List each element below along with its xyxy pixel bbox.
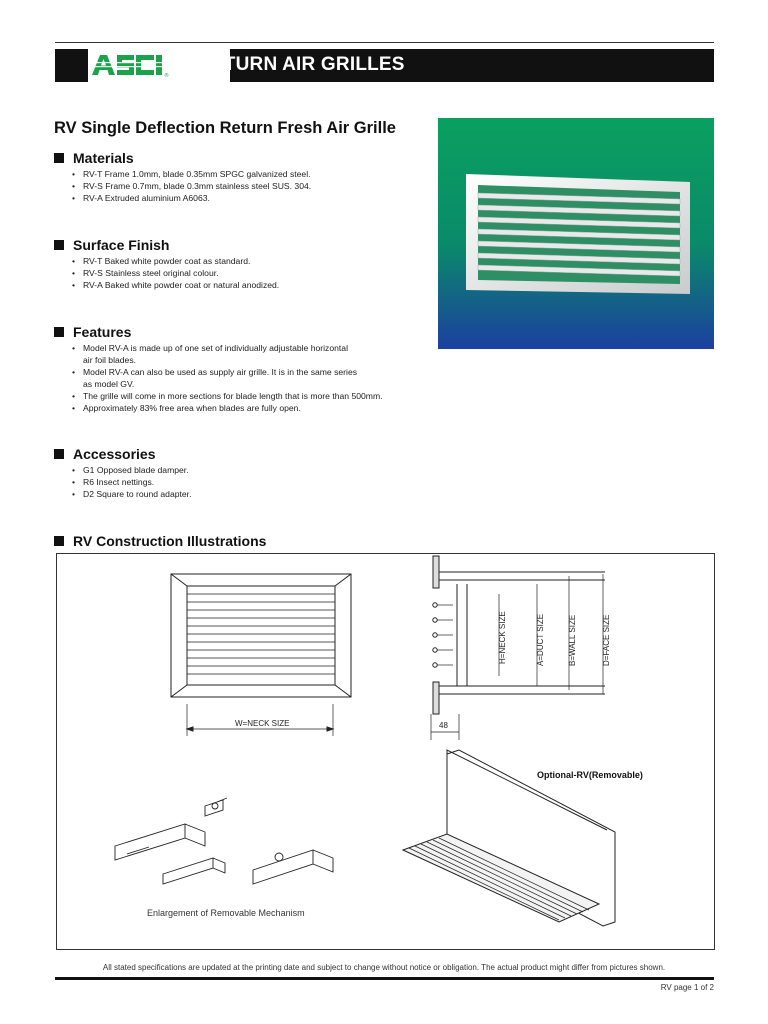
- accessories-heading: Accessories: [73, 446, 156, 462]
- list-item: • Approximately 83% free area when blades are fully open.: [72, 403, 383, 415]
- bullet-square-icon: [54, 327, 64, 337]
- bullet-square-icon: [54, 536, 64, 546]
- product-photo: [438, 118, 714, 349]
- surface-finish-list: [72, 256, 279, 292]
- bullet-square-icon: [54, 240, 64, 250]
- list-item: • RV-S Stainless steel original colour.: [72, 268, 279, 280]
- b-wall-label: B=WALL SIZE: [568, 614, 577, 666]
- footer-note: All stated specifications are updated at the printing date and subject to change without notice or obligation. The actual product might differ from pictures shown.: [102, 963, 666, 972]
- features-list: [72, 343, 383, 414]
- header-bar: [55, 49, 714, 82]
- page-title: RV Single Deflection Return Fresh Air Grille: [54, 119, 396, 137]
- mechanism-drawing: [115, 798, 333, 884]
- list-item: • RV-T Frame 1.0mm, blade 0.35mm SPGC galvanized steel.: [72, 169, 311, 181]
- enlargement-label: Enlargement of Removable Mechanism: [147, 908, 305, 918]
- list-item: • Model RV-A is made up of one set of individually adjustable horizontal: [72, 343, 383, 355]
- surface-finish-heading: Surface Finish: [73, 237, 170, 253]
- d-face-label: D=FACE SIZE: [602, 614, 611, 666]
- neck-size-label: W=NECK SIZE: [235, 719, 290, 728]
- illustrations-box: [56, 553, 715, 950]
- materials-heading: Materials: [73, 150, 134, 166]
- list-item: • G1 Opposed blade damper.: [72, 465, 191, 477]
- list-item: • R6 Insect nettings.: [72, 477, 191, 489]
- list-item-continuation: air foil blades.: [83, 354, 137, 365]
- materials-list: [72, 169, 311, 205]
- h-neck-label: H=NECK SIZE: [498, 611, 507, 664]
- list-item: • RV-A Extruded aluminium A6063.: [72, 193, 311, 205]
- list-item-continuation: as model GV.: [83, 378, 135, 389]
- list-item: • Model RV-A can also be used as supply air grille. It is in the same series: [72, 367, 383, 379]
- list-item: • The grille will come in more sections for blade length that is more than 500mm.: [72, 391, 383, 403]
- features-heading: Features: [73, 324, 132, 340]
- a-duct-label: A=DUCT SIZE: [536, 613, 545, 666]
- surface-finish-section: [54, 237, 279, 292]
- illustrations-section-heading: [54, 533, 266, 549]
- features-section: [54, 324, 383, 414]
- page-number: RV page 1 of 2: [660, 983, 714, 992]
- illustrations-heading: RV Construction Illustrations: [73, 533, 267, 549]
- svg-text:®: ®: [164, 73, 169, 79]
- front-view-drawing: [171, 574, 351, 736]
- section-view-drawing: [431, 556, 605, 740]
- top-rule: [55, 42, 714, 43]
- optional-removable-label: Optional-RV(Removable): [537, 770, 643, 780]
- list-item: • D2 Square to round adapter.: [72, 489, 191, 501]
- materials-section: [54, 150, 311, 205]
- bullet-square-icon: [54, 153, 64, 163]
- list-item: • RV-A Baked white powder coat or natural anodized.: [72, 280, 279, 292]
- list-item: • RV-T Baked white powder coat as standard.: [72, 256, 279, 268]
- accessories-section: [54, 446, 191, 501]
- dim-48-label: 48: [439, 721, 448, 730]
- bottom-rule: [55, 977, 714, 980]
- bullet-square-icon: [54, 449, 64, 459]
- accessories-list: [72, 465, 191, 501]
- header-title: RETURN AIR GRILLES: [197, 54, 405, 75]
- list-item: • RV-S Frame 0.7mm, blade 0.3mm stainless steel SUS. 304.: [72, 181, 311, 193]
